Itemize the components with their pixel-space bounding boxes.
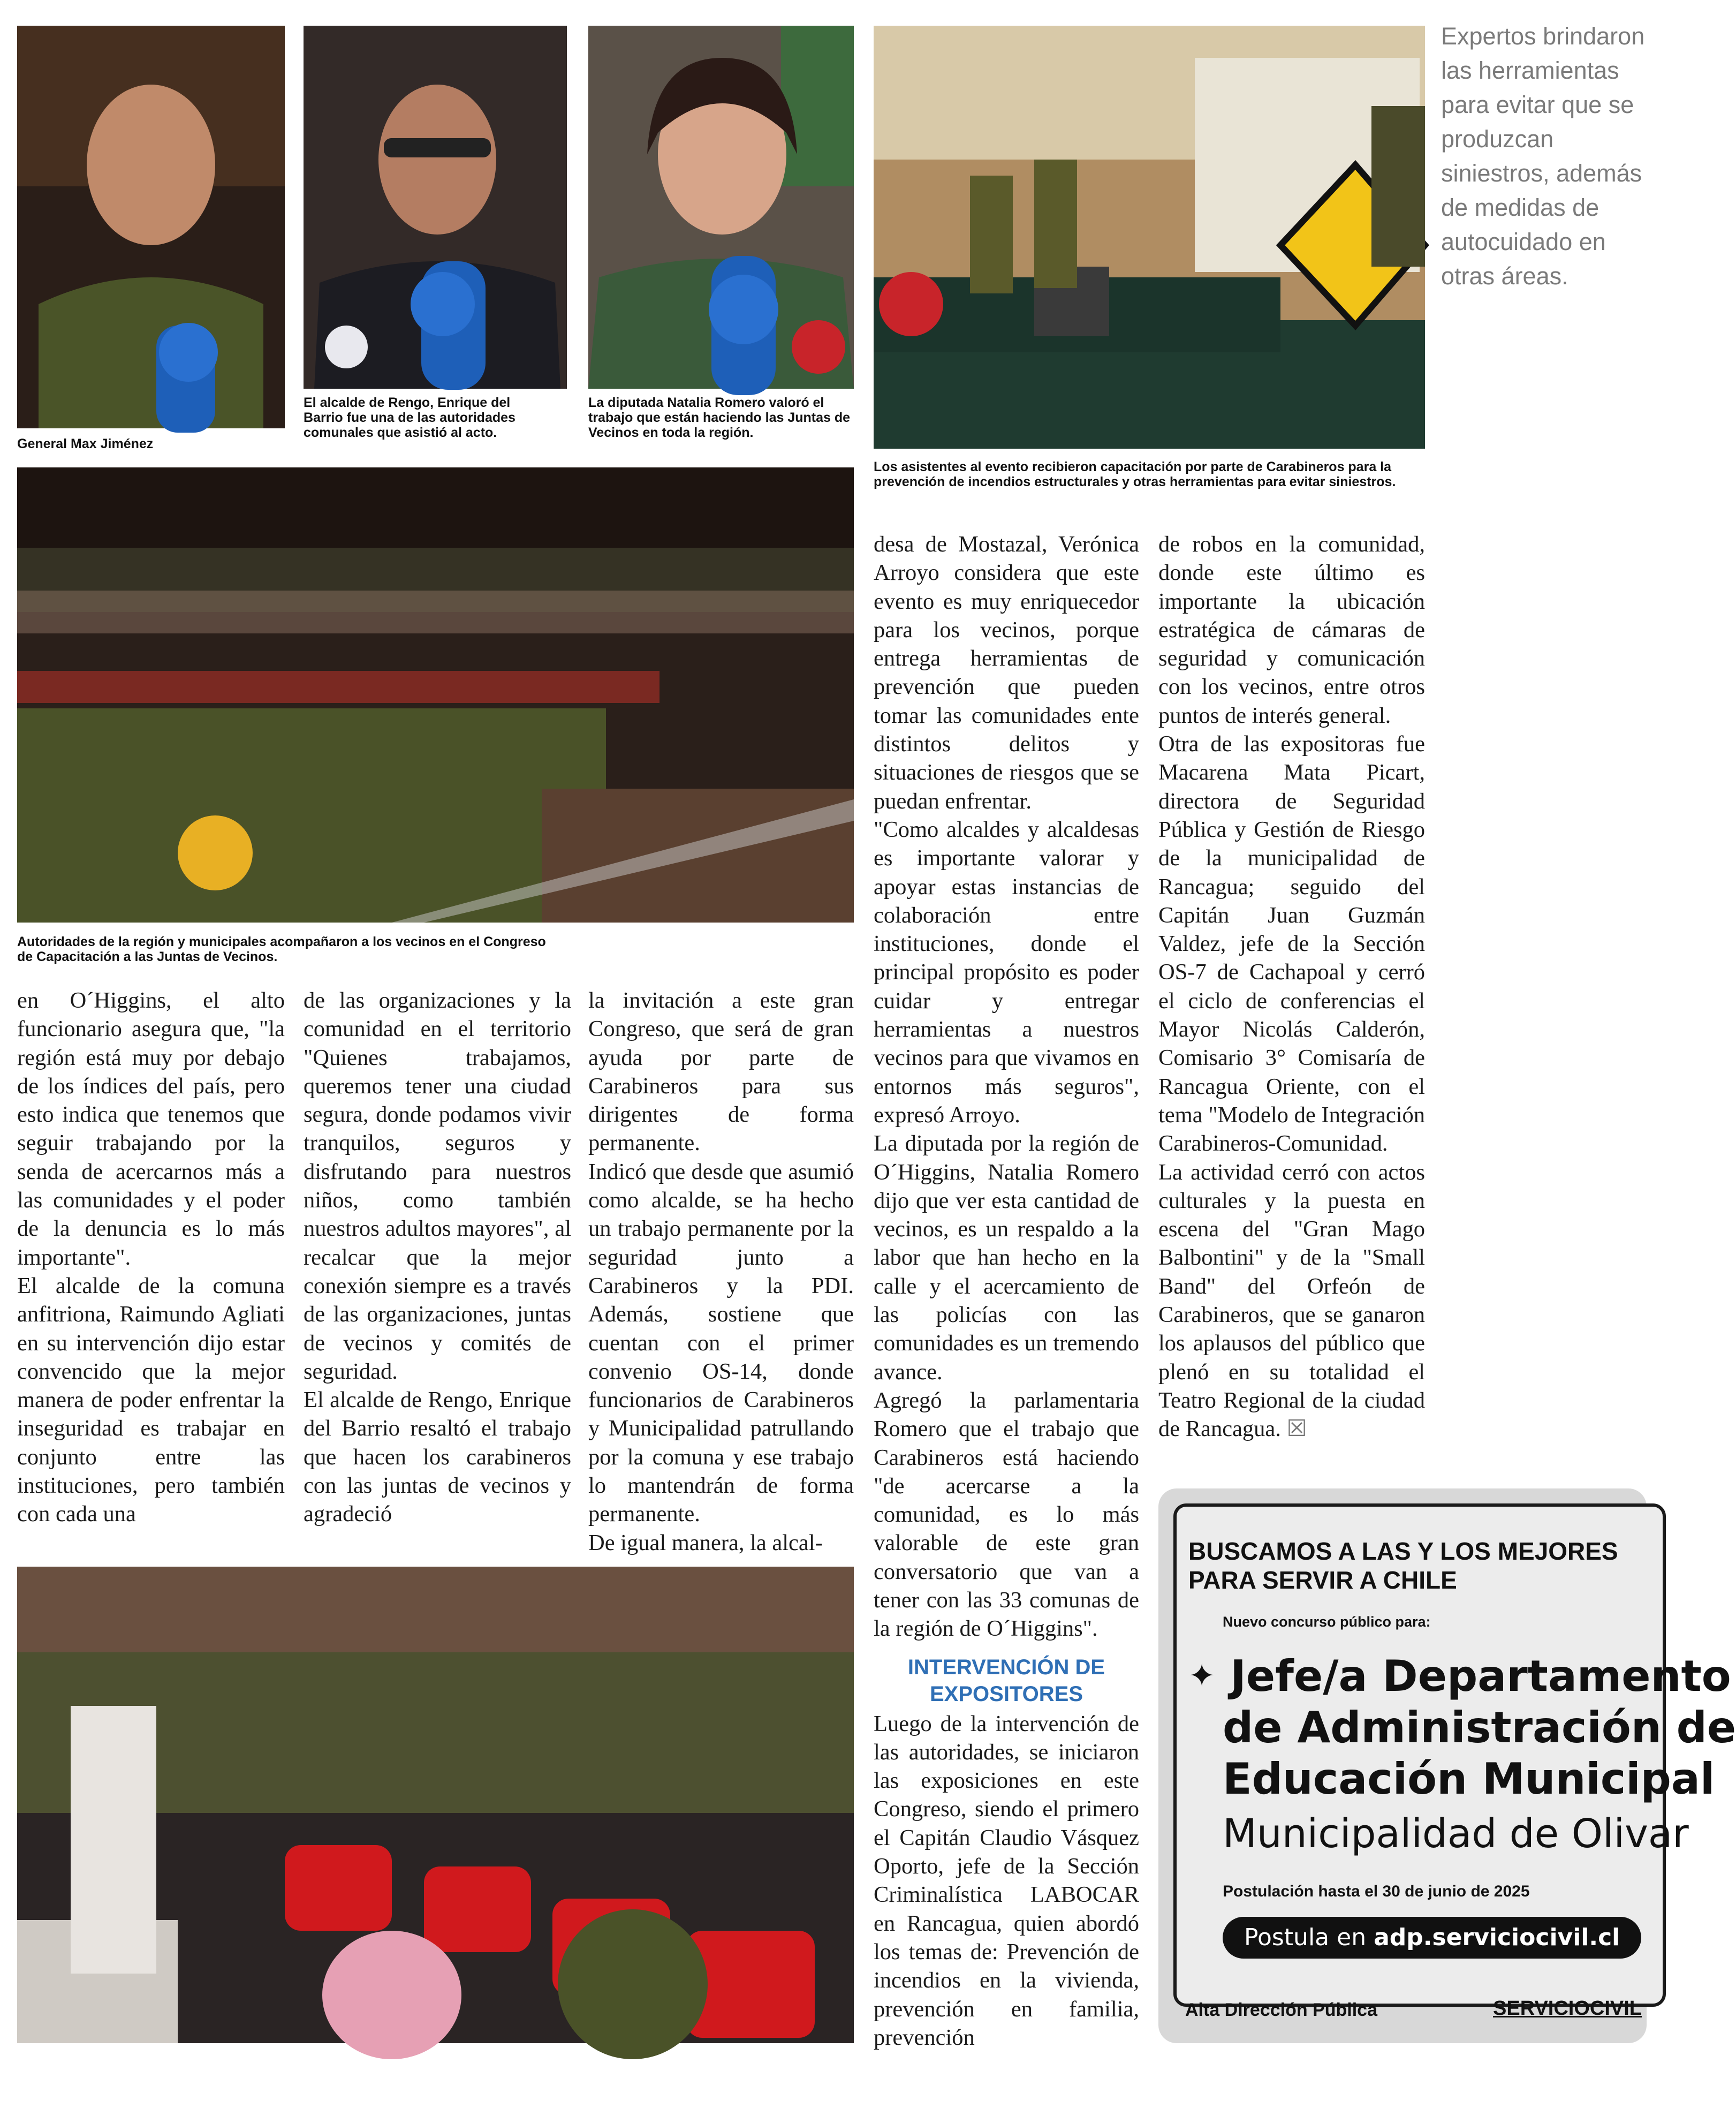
photo-general — [17, 26, 285, 428]
article-column-2 — [304, 986, 571, 1529]
article-paragraph: De igual manera, la alcal- — [588, 1530, 823, 1555]
ad-headline-line: BUSCAMOS A LAS Y LOS MEJORES — [1188, 1537, 1618, 1565]
article-paragraph: La diputada por la región de O´Higgins, Natalia Romero dijo que ver esta cantidad de vecinos, es un respaldo a la labor que han hecho en la calle y el acercamiento de las policías con las comunidades es un tremendo avance. — [874, 1131, 1139, 1385]
ad-job-title-text: Jefe/a Departamento — [1230, 1651, 1731, 1701]
article-column-4 — [874, 530, 1139, 2052]
article-paragraph: de las organizaciones y la comunidad en el territorio "Quienes trabajamos, queremos tener una ciudad segura, donde podamos vivir tranquilos, seguros y disfrutando para nuestros niños, como también nuestros adultos mayores", al recalcar que la mejor conexión siempre es a través de las organizaciones, juntas de vecinos y comités de seguridad. — [304, 988, 571, 1384]
article-paragraph-text: La actividad cerró con actos culturales y la puesta en escena del "Gran Mago Balbontini" y de la "Small Band" del Orfeón de Carabineros, que se ganaron los aplausos del público que plenó en su totalidad el Teatro Regional de la ciudad de Rancagua. — [1158, 1159, 1425, 1442]
photo-alcalde-rengo — [304, 26, 567, 389]
article-column-5 — [1158, 530, 1425, 1444]
ad-job-title-line: de Administración de — [1223, 1703, 1736, 1752]
apply-button[interactable] — [1223, 1917, 1641, 1959]
ad-headline — [1188, 1537, 1670, 1594]
section-subhead: INTERVENCIÓN DE EXPOSITORES — [907, 1655, 1105, 1706]
ad-footer-right-logo: SERVICIOCIVIL — [1493, 1997, 1642, 2020]
apply-url-link[interactable]: adp.serviciocivil.cl — [1374, 1924, 1620, 1951]
article-paragraph: la invitación a este gran Congreso, que será de gran ayuda por parte de Carabineros para sus dirigentes de forma permanente. — [588, 988, 854, 1156]
photo-diputada — [588, 26, 854, 389]
photo-stand-carabineros — [874, 26, 1425, 449]
star-bullet-icon: ✦ — [1188, 1657, 1216, 1695]
article-paragraph: de robos en la comunidad, donde este último es importante la ubicación estratégica de cámaras de seguridad y comunicación con los vecinos, entre otros puntos de interés general. — [1158, 532, 1425, 728]
article-paragraph: Agregó la parlamentaria Romero que el trabajo que Carabineros está haciendo "de acercarse a la comunidad, es lo más valorable de este gran conversatorio que van a tener con las 33 comunas de la región de O´Higgins". — [874, 1387, 1139, 1642]
article-paragraph: en O´Higgins, el alto funcionario asegura que, "la región está muy por debajo de los índices del país, pero esto indica que tenemos que seguir trabajando por la senda de acercarnos más a las comunidades y el poder de la denuncia es lo más importante". — [17, 988, 285, 1270]
caption-audiencia: Autoridades de la región y municipales acompañaron a los vecinos en el Congreso de Capacitación a las Juntas de Vecinos. — [17, 934, 546, 964]
ad-job-title-line — [1188, 1650, 1736, 1702]
article-paragraph: Otra de las expositoras fue Macarena Mata Picart, directora de Seguridad Pública y Gestión de Riesgo de la municipalidad de Rancagua; seguido del Capitán Juan Guzmán Valdez, jefe de la Sección OS-7 de Cachapoal y cerró el ciclo de conferencias el Mayor Nicolás Calderón, Comisario 3° Comisaría de Rancagua Oriente, con el tema "Modelo de Integración Carabineros-Comunidad. — [1158, 731, 1425, 1157]
article-column-3 — [588, 986, 854, 1557]
ad-subline: Nuevo concurso público para: — [1223, 1614, 1431, 1630]
side-quote: Expertos brindaron las herramientas para evitar que se produzcan siniestros, además de medidas de autocuidado en otras áreas. — [1441, 22, 1645, 290]
end-of-article-icon: ☒ — [1286, 1416, 1307, 1442]
article-paragraph — [1158, 1158, 1425, 1444]
article-paragraph: El alcalde de la comuna anfitriona, Raimundo Agliati en su intervención dijo estar convencido que la mejor manera de poder enfrentar la inseguridad es trabajar en conjunto entre las instituciones, pero también con cada una — [17, 1273, 285, 1527]
article-paragraph: desa de Mostazal, Verónica Arroyo considera que este evento es muy enriquecedor para los vecinos, porque entrega herramientas de prevención que pueden tomar las comunidades ente distintos delitos y situaciones de riesgos que se puedan enfrentar. — [874, 532, 1139, 814]
caption-diputada: La diputada Natalia Romero valoró el trabajo que están haciendo las Juntas de Vecinos en toda la región. — [588, 395, 851, 440]
article-paragraph: El alcalde de Rengo, Enrique del Barrio resaltó el trabajo que hacen los carabineros con las juntas de vecinos y agradeció — [304, 1387, 571, 1527]
ad-footer-left-logo: Alta Dirección Pública — [1185, 2000, 1377, 2020]
ad-job-title-line: Educación Municipal — [1223, 1754, 1715, 1804]
caption-alcalde-rengo: El alcalde de Rengo, Enrique del Barrio fue una de las autoridades comunales que asistió al acto. — [304, 395, 516, 440]
article-column-1 — [17, 986, 285, 1529]
ad-municipality: Municipalidad de Olivar — [1223, 1811, 1689, 1857]
caption-general: General Max Jiménez — [17, 436, 154, 451]
photo-audiencia-autoridades — [17, 467, 854, 923]
article-paragraph: Indicó que desde que asumió como alcalde, se ha hecho un trabajo permanente por la seguridad junto a Carabineros y la PDI. Además, sostiene que cuentan con el primer convenio OS-14, donde funcionarios de Carabineros y Municipalidad patrullando por la comuna y ese trabajo lo mantendrán de forma permanente. — [588, 1159, 854, 1527]
caption-stand: Los asistentes al evento recibieron capacitación por parte de Carabineros para la prevención de incendios estructurales y otras herramientas para evitar siniestros. — [874, 459, 1396, 489]
ad-job-title — [1188, 1650, 1736, 1805]
ad-headline-line: PARA SERVIR A CHILE — [1188, 1566, 1457, 1594]
article-paragraph: Luego de la intervención de las autoridades, se iniciaron las exposiciones en este Congreso, siendo el primero el Capitán Claudio Vásquez Oporto, jefe de la Sección Criminalística LABOCAR en Rancagua, quien abordó los temas de: Prevención de incendios en la vivienda, prevención en familia, prevención — [874, 1711, 1139, 2050]
article-paragraph: "Como alcaldes y alcaldesas es importante valorar y apoyar estas instancias de colaboración entre instituciones, donde el principal propósito es poder cuidar y entregar herramientas a nuestros vecinos para que vivamos en entornos más seguros", expresó Arroyo. — [874, 817, 1139, 1128]
photo-audiencia-publico — [17, 1567, 854, 2043]
ad-deadline: Postulación hasta el 30 de junio de 2025 — [1223, 1883, 1530, 1900]
job-ad-banner[interactable] — [1158, 1488, 1736, 2043]
apply-button-prefix: Postula en — [1244, 1924, 1374, 1951]
